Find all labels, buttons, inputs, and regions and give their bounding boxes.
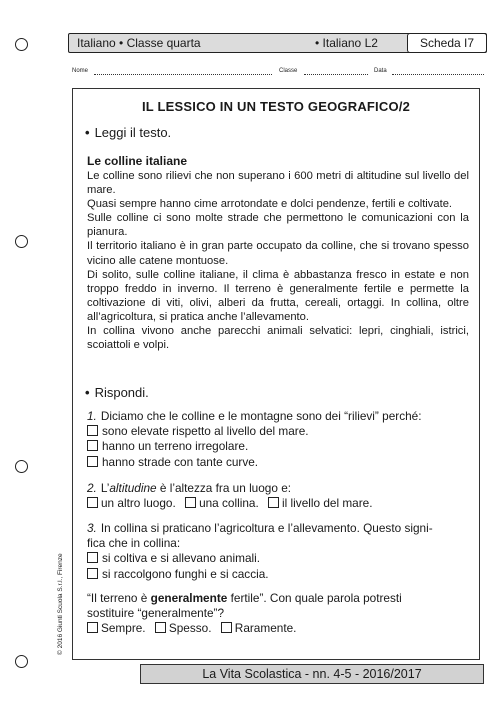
option[interactable]: hanno strade con tante curve. [87,455,471,470]
header-course: • Italiano L2 [315,36,378,50]
option[interactable]: Raramente. [221,621,300,635]
binder-hole-1 [15,38,28,51]
answer-heading [85,385,149,400]
footer-bar: La Vita Scolastica - nn. 4-5 - 2016/2017 [140,664,484,684]
page-title: IL LESSICO IN UN TESTO GEOGRAFICO/2 [142,99,410,114]
checkbox[interactable] [87,456,98,467]
option[interactable]: una collina. [185,496,262,510]
paragraph: Il territorio italiano è in gran parte occupato da colline, che si trovano spesso vicino alle catene montuose. [87,240,469,267]
option[interactable]: hanno un terreno irregolare. [87,439,471,454]
reading-text [87,169,469,352]
question-2 [87,481,471,511]
date-field[interactable] [392,74,484,75]
checkbox[interactable] [87,622,98,633]
paragraph: Di solito, sulle colline italiane, il clima è abbastanza fresco in estate e non troppo freddo in inverno. Il terreno è generalmente fertile e permette la coltivazione di viti, olivi, alberi da frutta, cereali, ortaggi. In collina, oltre all’agricoltura, si pratica anche l’allevamento. [87,268,469,323]
option[interactable]: il livello del mare. [268,496,375,510]
question-3-text-cont: fica che in collina: [87,536,181,551]
option[interactable]: si raccolgono funghi e si caccia. [87,567,471,582]
question-3-text: 3. In collina si praticano l’agricoltura e l’allevamento. Questo signi- [87,521,433,535]
name-field[interactable] [94,74,272,75]
question-1-text: 1. Diciamo che le colline e le montagne sono dei “rilievi” perché: [87,409,422,423]
question-2-text: 2. L’altitudine è l’altezza fra un luogo e: [87,481,292,495]
question-3 [87,521,471,582]
checkbox[interactable] [268,497,279,508]
class-label: Classe [279,68,298,74]
copyright-notice: © 2016 Giunti Scuola S.r.l., Firenze [57,553,64,655]
question-1 [87,409,471,470]
answer-heading-text: Rispondi. [94,385,149,400]
checkbox[interactable] [155,622,166,633]
read-heading [85,125,171,140]
read-heading-text: Leggi il testo. [94,125,172,140]
student-info-row [72,68,484,80]
option[interactable]: sono elevate rispetto al livello del mare. [87,424,471,439]
question-4-text: “Il terreno è generalmente fertile”. Con quale parola potresti [87,591,402,605]
checkbox[interactable] [87,440,98,451]
binder-hole-2 [15,235,28,248]
question-4-text-cont: sostituire “generalmente”? [87,606,225,621]
paragraph: Le colline sono rilievi che non superano i 600 metri di altitudine sul livello del mare. [87,170,469,197]
class-field[interactable] [304,74,368,75]
header-bar [68,33,487,53]
checkbox[interactable] [87,568,98,579]
header-subject: Italiano • Classe quarta [77,36,201,50]
paragraph: Quasi sempre hanno cime arrotondate e dolci pendenze, fertili e coltivate. [87,198,453,211]
paragraph: In collina vivono anche parecchi animali selvatici: lepri, cinghiali, istrici, scoiattoli e volpi. [87,325,469,352]
checkbox[interactable] [185,497,196,508]
question-4-options [87,621,471,636]
checkbox[interactable] [87,552,98,563]
sheet-tag: Scheda I7 [407,33,487,53]
paragraph: Sulle colline ci sono molte strade che permettono le comunicazioni con la pianura. [87,212,469,239]
bullet-icon: • [85,125,90,140]
worksheet [72,88,480,660]
checkbox[interactable] [87,425,98,436]
question-4 [87,591,471,637]
date-label: Data [374,68,387,74]
checkbox[interactable] [87,497,98,508]
binder-hole-3 [15,460,28,473]
question-2-options [87,496,471,511]
option[interactable]: Sempre. [87,621,149,635]
option[interactable]: si coltiva e si allevano animali. [87,551,471,566]
name-label: Nome [72,68,89,74]
bullet-icon: • [85,385,90,400]
checkbox[interactable] [221,622,232,633]
text-title: Le colline italiane [87,154,188,168]
option[interactable]: Spesso. [155,621,215,635]
binder-hole-4 [15,655,28,668]
option[interactable]: un altro luogo. [87,496,179,510]
